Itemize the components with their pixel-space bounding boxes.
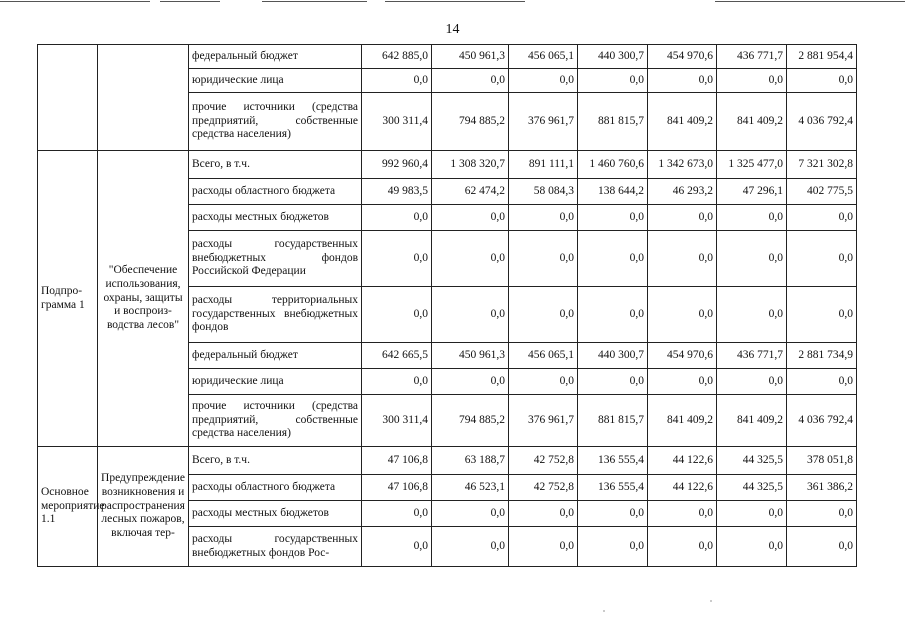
- year-value-cell: 992 960,4: [362, 151, 432, 179]
- funding-source-cell: прочие источники (средства предприятий, собственные средства населения): [189, 395, 362, 447]
- year-value-cell: 450 961,3: [432, 343, 509, 369]
- year-value-cell: 47 296,1: [717, 179, 787, 205]
- year-value-cell: 0,0: [432, 69, 509, 93]
- year-value-cell: 136 555,4: [578, 475, 648, 501]
- year-value-cell: 0,0: [717, 69, 787, 93]
- year-value-cell: 794 885,2: [432, 93, 509, 151]
- year-value-cell: 136 555,4: [578, 447, 648, 475]
- year-value-cell: 300 311,4: [362, 93, 432, 151]
- year-value-cell: 0,0: [432, 205, 509, 231]
- year-value-cell: 0,0: [509, 501, 578, 527]
- funding-source-cell: Всего, в т.ч.: [189, 151, 362, 179]
- year-value-cell: 0,0: [717, 501, 787, 527]
- year-value-cell: 0,0: [648, 369, 717, 395]
- table-row: [38, 151, 857, 179]
- year-value-cell: 0,0: [362, 287, 432, 343]
- funding-source-cell: расходы областного бюджета: [189, 475, 362, 501]
- year-value-cell: 440 300,7: [578, 45, 648, 69]
- total-value-cell: 0,0: [787, 205, 857, 231]
- year-value-cell: 0,0: [578, 501, 648, 527]
- year-value-cell: 62 474,2: [432, 179, 509, 205]
- funding-source-cell: юридические лица: [189, 69, 362, 93]
- year-value-cell: 450 961,3: [432, 45, 509, 69]
- year-value-cell: 0,0: [578, 205, 648, 231]
- year-value-cell: 0,0: [578, 231, 648, 287]
- year-value-cell: 44 122,6: [648, 475, 717, 501]
- year-value-cell: 44 325,5: [717, 475, 787, 501]
- year-value-cell: 456 065,1: [509, 343, 578, 369]
- total-value-cell: 0,0: [787, 527, 857, 567]
- year-value-cell: 0,0: [432, 231, 509, 287]
- total-value-cell: 0,0: [787, 501, 857, 527]
- program-cell: Основное мероприятие 1.1: [38, 447, 98, 567]
- funding-source-cell: расходы местных бюджетов: [189, 501, 362, 527]
- total-value-cell: 0,0: [787, 287, 857, 343]
- year-value-cell: 456 065,1: [509, 45, 578, 69]
- year-value-cell: 42 752,8: [509, 475, 578, 501]
- total-value-cell: 7 321 302,8: [787, 151, 857, 179]
- year-value-cell: 0,0: [578, 369, 648, 395]
- year-value-cell: 0,0: [648, 501, 717, 527]
- year-value-cell: 58 084,3: [509, 179, 578, 205]
- year-value-cell: 0,0: [362, 69, 432, 93]
- total-value-cell: 4 036 792,4: [787, 93, 857, 151]
- year-value-cell: 0,0: [362, 205, 432, 231]
- funding-source-cell: расходы государственных внебюджетных фондов Российской Федерации: [189, 231, 362, 287]
- year-value-cell: 794 885,2: [432, 395, 509, 447]
- year-value-cell: 300 311,4: [362, 395, 432, 447]
- year-value-cell: 0,0: [509, 69, 578, 93]
- year-value-cell: 1 325 477,0: [717, 151, 787, 179]
- year-value-cell: 63 188,7: [432, 447, 509, 475]
- funding-source-cell: Всего, в т.ч.: [189, 447, 362, 475]
- funding-source-cell: расходы территориальных государственных внебюджетных фондов: [189, 287, 362, 343]
- funding-source-cell: расходы областного бюджета: [189, 179, 362, 205]
- table-row: [38, 447, 857, 475]
- total-value-cell: 2 881 734,9: [787, 343, 857, 369]
- funding-source-cell: расходы местных бюджетов: [189, 205, 362, 231]
- funding-source-cell: расходы государственных внебюджетных фондов Рос-: [189, 527, 362, 567]
- page-number: 14: [445, 22, 460, 37]
- program-cell: Подпро-грамма 1: [38, 151, 98, 447]
- total-value-cell: 4 036 792,4: [787, 395, 857, 447]
- year-value-cell: 841 409,2: [648, 395, 717, 447]
- year-value-cell: 0,0: [717, 527, 787, 567]
- funding-source-cell: юридические лица: [189, 369, 362, 395]
- program-title-cell: [98, 45, 189, 151]
- year-value-cell: 841 409,2: [717, 395, 787, 447]
- year-value-cell: 0,0: [509, 287, 578, 343]
- year-value-cell: 0,0: [648, 287, 717, 343]
- year-value-cell: 0,0: [648, 205, 717, 231]
- year-value-cell: 0,0: [578, 527, 648, 567]
- year-value-cell: 0,0: [509, 527, 578, 567]
- year-value-cell: 0,0: [509, 205, 578, 231]
- year-value-cell: 841 409,2: [717, 93, 787, 151]
- year-value-cell: 0,0: [717, 369, 787, 395]
- total-value-cell: 0,0: [787, 69, 857, 93]
- total-value-cell: 0,0: [787, 369, 857, 395]
- year-value-cell: 0,0: [509, 231, 578, 287]
- year-value-cell: 138 644,2: [578, 179, 648, 205]
- year-value-cell: 0,0: [648, 231, 717, 287]
- year-value-cell: 0,0: [717, 205, 787, 231]
- funding-source-cell: федеральный бюджет: [189, 343, 362, 369]
- year-value-cell: 881 815,7: [578, 93, 648, 151]
- year-value-cell: 44 325,5: [717, 447, 787, 475]
- year-value-cell: 642 885,0: [362, 45, 432, 69]
- year-value-cell: 376 961,7: [509, 395, 578, 447]
- year-value-cell: 0,0: [362, 231, 432, 287]
- year-value-cell: 0,0: [432, 369, 509, 395]
- total-value-cell: 0,0: [787, 231, 857, 287]
- year-value-cell: 42 752,8: [509, 447, 578, 475]
- year-value-cell: 44 122,6: [648, 447, 717, 475]
- year-value-cell: 0,0: [717, 287, 787, 343]
- table-row: [38, 45, 857, 69]
- scan-speck: [603, 610, 605, 612]
- year-value-cell: 0,0: [432, 501, 509, 527]
- year-value-cell: 0,0: [717, 231, 787, 287]
- program-title-cell: Предупреждение возникновения и распространения лесных пожаров, включая тер-: [98, 447, 189, 567]
- scan-top-rule: [0, 0, 905, 4]
- year-value-cell: 454 970,6: [648, 343, 717, 369]
- year-value-cell: 841 409,2: [648, 93, 717, 151]
- year-value-cell: 436 771,7: [717, 343, 787, 369]
- year-value-cell: 376 961,7: [509, 93, 578, 151]
- year-value-cell: 46 293,2: [648, 179, 717, 205]
- funding-source-cell: прочие источники (средства предприятий, собственные средства населения): [189, 93, 362, 151]
- year-value-cell: 1 460 760,6: [578, 151, 648, 179]
- total-value-cell: 361 386,2: [787, 475, 857, 501]
- year-value-cell: 891 111,1: [509, 151, 578, 179]
- year-value-cell: 0,0: [432, 287, 509, 343]
- year-value-cell: 1 342 673,0: [648, 151, 717, 179]
- year-value-cell: 0,0: [648, 527, 717, 567]
- total-value-cell: 2 881 954,4: [787, 45, 857, 69]
- year-value-cell: 47 106,8: [362, 447, 432, 475]
- year-value-cell: 881 815,7: [578, 395, 648, 447]
- total-value-cell: 402 775,5: [787, 179, 857, 205]
- year-value-cell: 46 523,1: [432, 475, 509, 501]
- funding-table: [37, 44, 857, 567]
- year-value-cell: 0,0: [578, 69, 648, 93]
- program-title-cell: "Обеспечение использования, охраны, защиты и воспроиз-водства лесов": [98, 151, 189, 447]
- year-value-cell: 436 771,7: [717, 45, 787, 69]
- year-value-cell: 49 983,5: [362, 179, 432, 205]
- year-value-cell: 0,0: [648, 69, 717, 93]
- year-value-cell: 0,0: [578, 287, 648, 343]
- funding-source-cell: федеральный бюджет: [189, 45, 362, 69]
- year-value-cell: 0,0: [509, 369, 578, 395]
- year-value-cell: 454 970,6: [648, 45, 717, 69]
- year-value-cell: 440 300,7: [578, 343, 648, 369]
- scan-speck: [710, 600, 712, 602]
- total-value-cell: 378 051,8: [787, 447, 857, 475]
- year-value-cell: 0,0: [362, 501, 432, 527]
- year-value-cell: 47 106,8: [362, 475, 432, 501]
- year-value-cell: 0,0: [432, 527, 509, 567]
- year-value-cell: 0,0: [362, 369, 432, 395]
- year-value-cell: 642 665,5: [362, 343, 432, 369]
- year-value-cell: 0,0: [362, 527, 432, 567]
- program-cell: [38, 45, 98, 151]
- year-value-cell: 1 308 320,7: [432, 151, 509, 179]
